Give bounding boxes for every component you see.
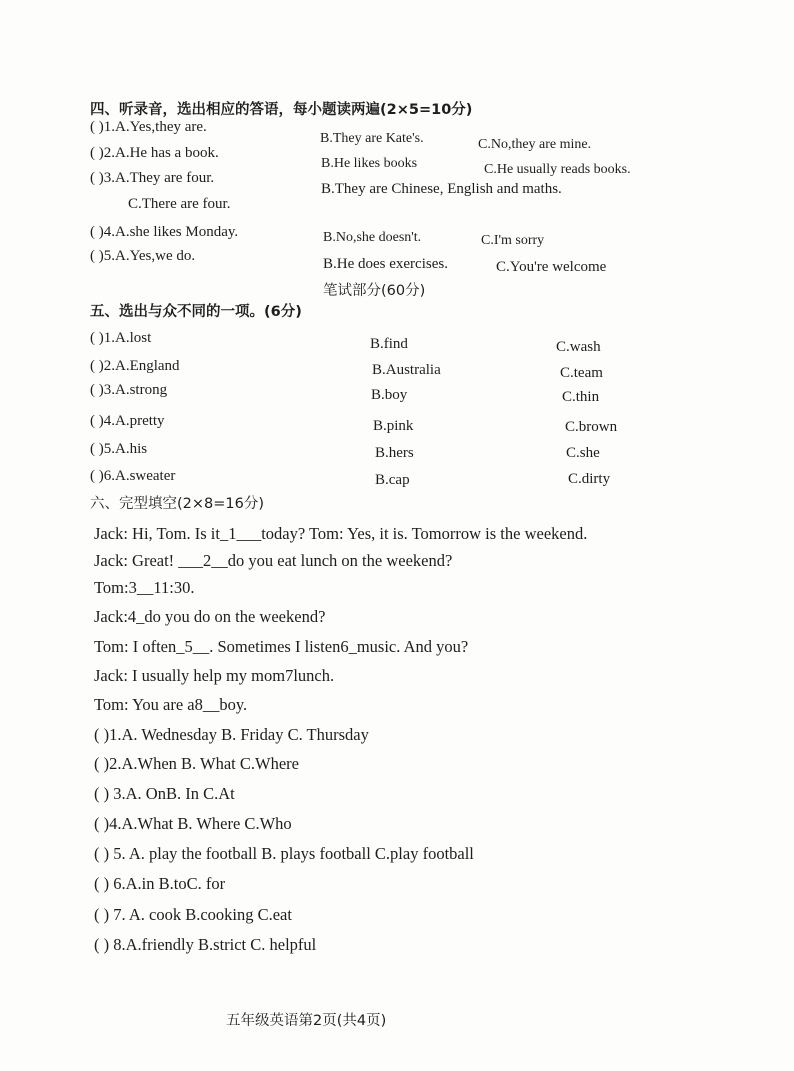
option-row-6: ( ) 6.A.in B.toC. for <box>94 874 226 893</box>
s5-item2-a: ( )2.A.England <box>90 358 180 374</box>
s4-item2-a: ( )2.A.He has a book. <box>90 145 219 161</box>
option-row-8: ( ) 8.A.friendly B.strict C. helpful <box>94 935 317 954</box>
written-part-label: 笔试部分(60分) <box>323 283 426 299</box>
s4-item4-a: ( )4.A.she likes Monday. <box>90 224 239 240</box>
s4-item4-c: C.I'm sorry <box>481 233 545 248</box>
section4-title: 四、听录音，选出相应的答语，每小题读两遍(2×5=10分) <box>90 102 473 118</box>
s4-item3-c: C.There are four. <box>128 196 231 212</box>
passage-line-7: Tom: You are a8__boy. <box>94 695 248 714</box>
s4-item1-c: C.No,they are mine. <box>478 137 592 152</box>
passage-line-6: Jack: I usually help my mom7lunch. <box>94 666 335 685</box>
s5-item1-a: ( )1.A.lost <box>90 330 152 346</box>
passage-line-1: Jack: Hi, Tom. Is it_1___today? Tom: Yes, it is. Tomorrow is the weekend. <box>94 524 588 543</box>
section5-title: 五、选出与众不同的一项。(6分) <box>90 304 302 320</box>
s4-item1-b: B.They are Kate's. <box>320 131 424 146</box>
s4-item5-c: C.You're welcome <box>496 259 607 275</box>
s5-item4-c: C.brown <box>565 419 618 435</box>
s4-item1-a: ( )1.A.Yes,they are. <box>90 119 207 135</box>
s4-item5-a: ( )5.A.Yes,we do. <box>90 248 196 264</box>
passage-line-5: Tom: I often_5__. Sometimes I listen6_music. And you? <box>94 637 469 656</box>
s5-item4-a: ( )4.A.pretty <box>90 413 165 429</box>
s5-item4-b: B.pink <box>373 418 414 434</box>
s5-item2-c: C.team <box>560 365 603 381</box>
section6-title: 六、完型填空(2×8=16分) <box>90 496 265 512</box>
s5-item3-b: B.boy <box>371 387 408 403</box>
s5-item1-c: C.wash <box>556 339 601 355</box>
option-row-2: ( )2.A.When B. What C.Where <box>94 754 299 773</box>
s5-item3-a: ( )3.A.strong <box>90 382 168 398</box>
s4-item3-b: B.They are Chinese, English and maths. <box>321 181 562 197</box>
s5-item5-c: C.she <box>566 445 600 461</box>
option-row-3: ( ) 3.A. OnB. In C.At <box>94 784 235 803</box>
s4-item2-b: B.He likes books <box>321 156 418 171</box>
s5-item5-a: ( )5.A.his <box>90 441 148 457</box>
s5-item3-c: C.thin <box>562 389 600 405</box>
option-row-5: ( ) 5. A. play the football B. plays football C.play football <box>94 844 474 863</box>
s4-item2-c: C.He usually reads books. <box>484 162 631 177</box>
s5-item2-b: B.Australia <box>372 362 441 378</box>
page-footer: 五年级英语第2页(共4页) <box>226 1013 387 1029</box>
s5-item6-a: ( )6.A.sweater <box>90 468 176 484</box>
option-row-7: ( ) 7. A. cook B.cooking C.eat <box>94 905 292 924</box>
option-row-4: ( )4.A.What B. Where C.Who <box>94 814 292 833</box>
s4-item3-a: ( )3.A.They are four. <box>90 170 215 186</box>
passage-line-4: Jack:4_do you do on the weekend? <box>94 607 326 626</box>
option-row-1: ( )1.A. Wednesday B. Friday C. Thursday <box>94 725 369 744</box>
s5-item5-b: B.hers <box>375 445 414 461</box>
passage-line-2: Jack: Great! ___2__do you eat lunch on the weekend? <box>94 551 453 570</box>
s5-item6-c: C.dirty <box>568 471 611 487</box>
s4-item4-b: B.No,she doesn't. <box>323 230 422 245</box>
passage-line-3: Tom:3__11:30. <box>94 578 195 597</box>
s4-item5-b: B.He does exercises. <box>323 256 448 272</box>
s5-item6-b: B.cap <box>375 472 410 488</box>
s5-item1-b: B.find <box>370 336 408 352</box>
